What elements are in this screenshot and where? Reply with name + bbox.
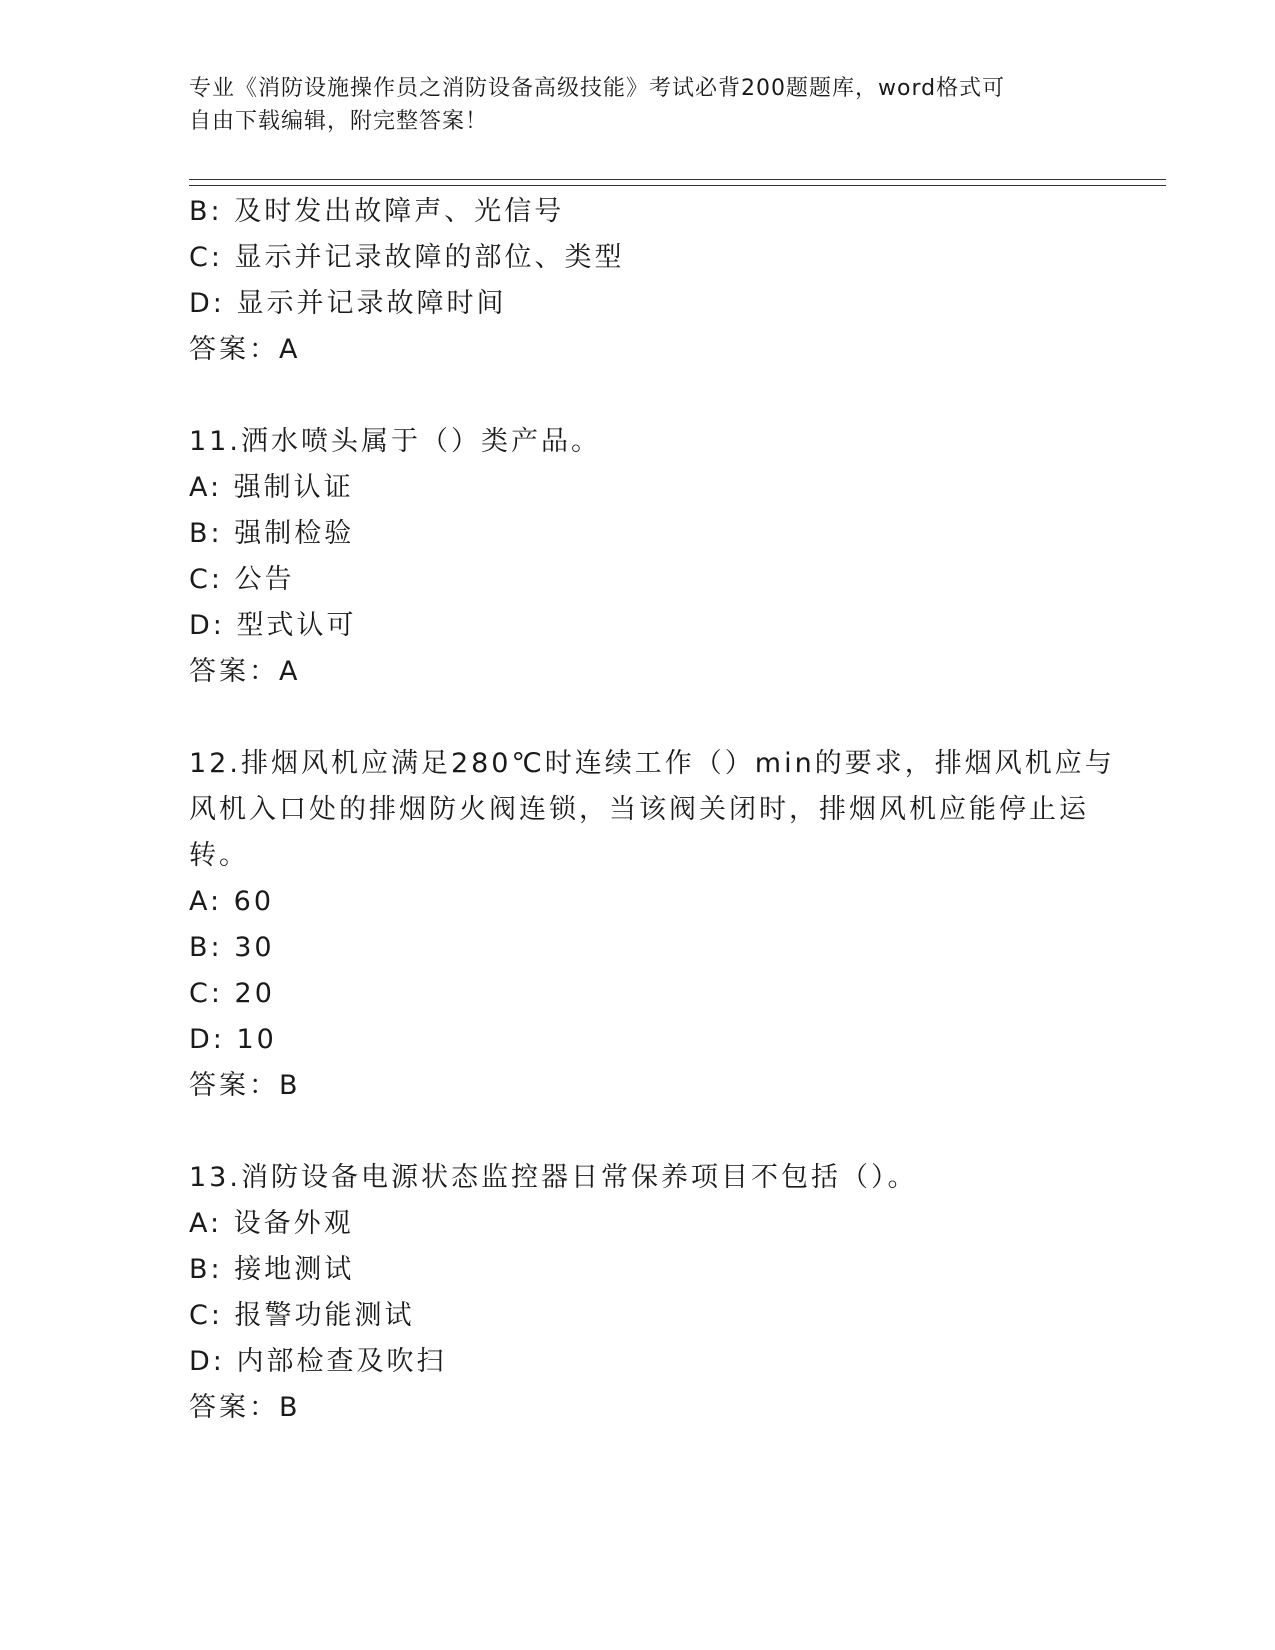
question-text-line-1: 12.排烟风机应满足280℃时连续工作（）min的要求，排烟风机应与 [189,748,1115,779]
answer: 答案：B [189,1070,301,1101]
question-list [189,189,1115,1431]
option-b: B: 及时发出故障声、光信号 [189,196,565,227]
option-c: C: 公告 [189,564,295,595]
question-text: 11.洒水喷头属于（）类产品。 [189,426,601,457]
option-c: C: 20 [189,978,275,1009]
option-a: A: 60 [189,886,275,917]
header-divider-bottom [189,185,1166,186]
question-text-line-2: 风机入口处的排烟防火阀连锁，当该阀关闭时，排烟风机应能停止运 [189,794,1089,825]
question-text: 13.消防设备电源状态监控器日常保养项目不包括（）。 [189,1162,918,1193]
header-divider-top [189,179,1166,180]
option-a: A: 强制认证 [189,472,354,503]
question-12 [189,741,1115,1109]
option-b: B: 强制检验 [189,518,355,549]
question-13 [189,1155,1089,1431]
question-11 [189,419,1089,695]
option-c: C: 显示并记录故障的部位、类型 [189,242,625,273]
option-d: D: 显示并记录故障时间 [189,288,507,319]
option-b: B: 接地测试 [189,1254,355,1285]
question-10-continued [189,189,1089,373]
option-b: B: 30 [189,932,275,963]
option-a: A: 设备外观 [189,1208,354,1239]
option-d: D: 型式认可 [189,610,357,641]
document-header [189,72,1069,138]
answer: 答案：B [189,1392,301,1423]
question-text-line-3: 转。 [189,840,249,871]
header-line-2: 自由下载编辑，附完整答案！ [189,109,489,134]
option-c: C: 报警功能测试 [189,1300,415,1331]
option-d: D: 内部检查及吹扫 [189,1346,447,1377]
answer: 答案：A [189,334,301,365]
answer: 答案：A [189,656,301,687]
header-line-1: 专业《消防设施操作员之消防设备高级技能》考试必背200题题库，word格式可 [189,76,1006,101]
option-d: D: 10 [189,1024,277,1055]
